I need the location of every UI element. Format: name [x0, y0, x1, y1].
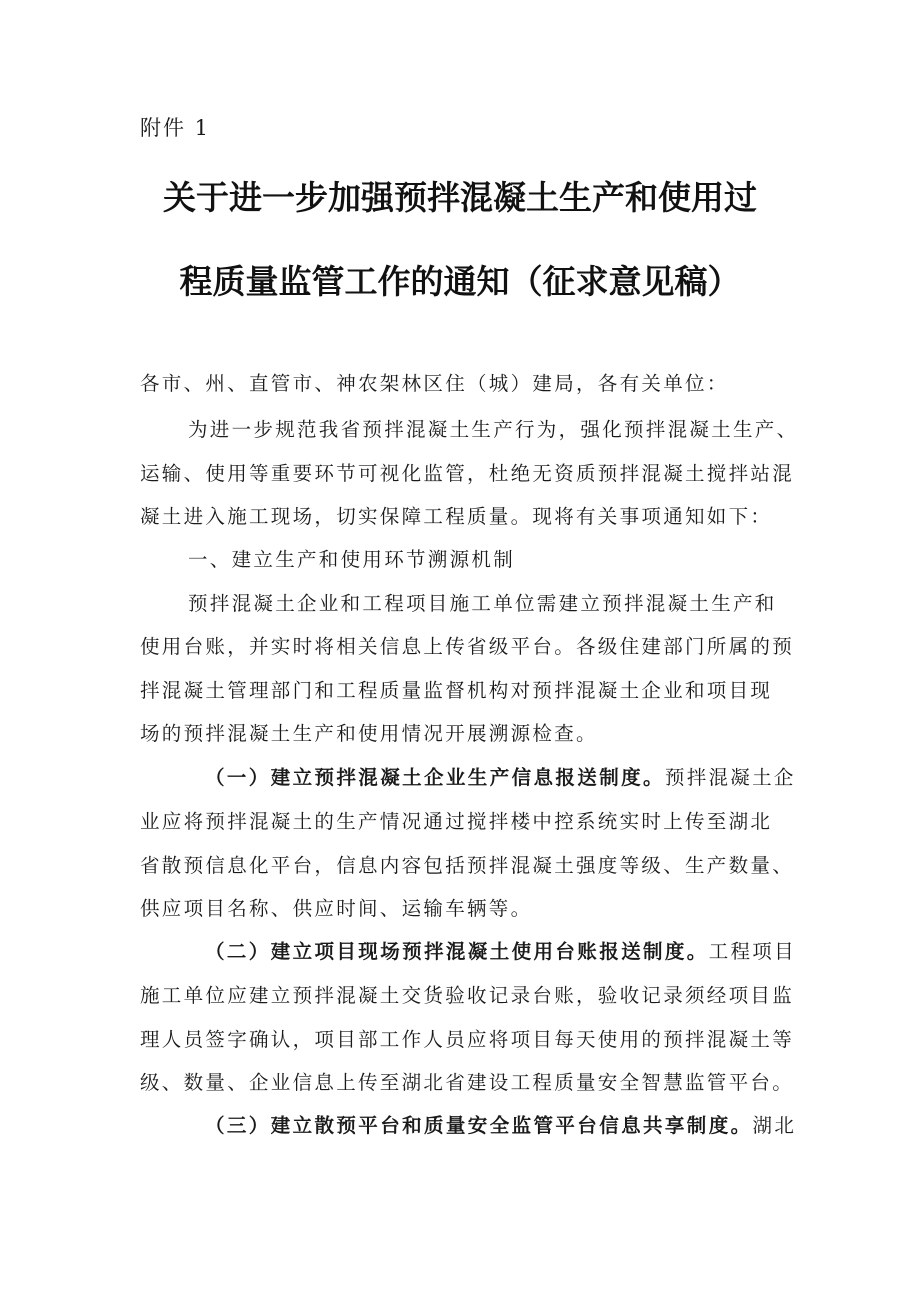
section-1-line-2: 使用台账，并实时将相关信息上传省级平台。各级住建部门所属的预 [140, 635, 795, 658]
item-2-line-4: 级、数量、企业信息上传至湖北省建设工程质量安全智慧监管平台。 [140, 1071, 795, 1094]
salutation: 各市、州、直管市、神农架林区住（城）建局，各有关单位： [140, 372, 729, 395]
item-1-first-line [205, 762, 796, 790]
item-1-text-start: 预拌混凝土企 [664, 766, 796, 789]
item-1-line-3: 省散预信息化平台，信息内容包括预拌混凝土强度等级、生产数量、 [140, 854, 795, 877]
item-1-line-2: 业应将预拌混凝土的生产情况通过搅拌楼中控系统实时上传至湖北 [140, 810, 773, 833]
section-1-heading: 一、建立生产和使用环节溯源机制 [188, 548, 516, 571]
intro-line-2: 运输、使用等重要环节可视化监管，杜绝无资质预拌混凝土搅拌站混 [140, 462, 795, 485]
section-1-line-1: 预拌混凝土企业和工程项目施工单位需建立预拌混凝土生产和 [188, 592, 777, 615]
intro-line-1: 为进一步规范我省预拌混凝土生产行为，强化预拌混凝土生产、 [188, 418, 799, 441]
item-3-first-line [205, 1110, 796, 1138]
section-1-line-3: 拌混凝土管理部门和工程质量监督机构对预拌混凝土企业和项目现 [140, 679, 773, 702]
item-3-text-start: 湖北 [752, 1114, 797, 1137]
item-2-line-2: 施工单位应建立预拌混凝土交货验收记录台账，验收记录须经项目监 [140, 984, 795, 1007]
item-2-text-start: 工程项目 [708, 940, 796, 963]
item-2-line-3: 理人员签字确认，项目部工作人员应将项目每天使用的预拌混凝土等 [140, 1028, 795, 1051]
item-2-heading: （二）建立项目现场预拌混凝土使用台账报送制度。 [205, 940, 709, 963]
section-1-line-4: 场的预拌混凝土生产和使用情况开展溯源检查。 [140, 722, 598, 745]
attachment-label: 附件 1 [140, 116, 211, 140]
item-1-heading: （一）建立预拌混凝土企业生产信息报送制度。 [205, 766, 665, 789]
item-2-first-line [205, 936, 796, 964]
item-3-heading: （三）建立散预平台和质量安全监管平台信息共享制度。 [205, 1114, 753, 1137]
item-1-line-4: 供应项目名称、供应时间、运输车辆等。 [140, 897, 533, 920]
intro-line-3: 凝土进入施工现场，切实保障工程质量。现将有关事项通知如下： [140, 505, 773, 528]
document-title-line-2: 程质量监管工作的通知（征求意见稿） [179, 262, 741, 301]
document-title-line-1: 关于进一步加强预拌混凝土生产和使用过 [163, 178, 757, 217]
